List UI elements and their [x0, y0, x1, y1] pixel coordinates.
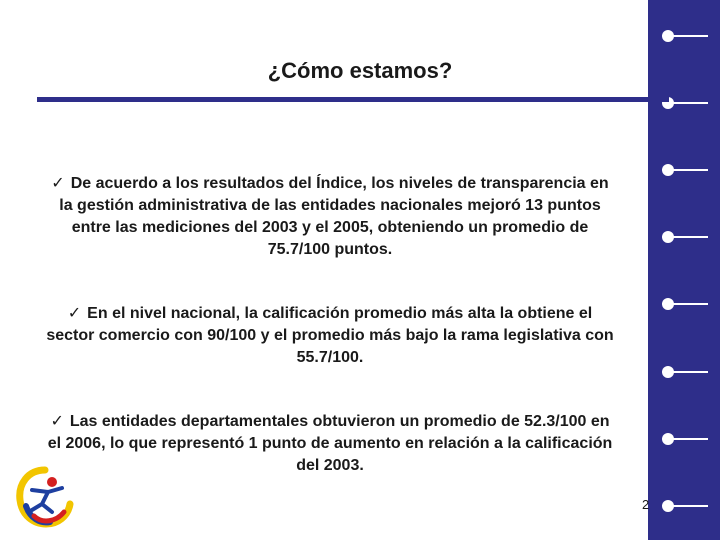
colombia-figure-logo	[12, 466, 78, 528]
bullet-text: En el nivel nacional, la calificación promedio más alta la obtiene el sector comercio con 90/100 y el promedio más bajo la rama legislativa con 55.7/100.	[46, 305, 614, 366]
check-icon: ✓	[50, 413, 64, 430]
binder-ring-icon	[662, 500, 708, 512]
check-icon: ✓	[67, 305, 82, 322]
bullet-text: De acuerdo a los resultados del Índice, los niveles de transparencia en la gestión administrativa de las entidades nacionales mejoró 13 puntos entre las mediciones del 2003 y el 2005, obteniendo un promedio de 75.7/100 puntos.	[59, 175, 609, 258]
title-divider	[37, 97, 669, 102]
slide-title: ¿Cómo estamos?	[267, 58, 453, 83]
binder-ring-icon	[662, 164, 708, 176]
page-number: 2	[642, 497, 650, 512]
check-icon: ✓	[51, 175, 65, 192]
bullet-item	[44, 173, 616, 261]
bullet-text: Las entidades departamentales obtuvieron un promedio de 52.3/100 en el 2006, lo que representó 1 punto de aumento en relación a la calificación del 2003.	[47, 413, 613, 474]
binder-ring-icon	[662, 30, 708, 42]
binder-ring-icon	[662, 298, 708, 310]
bullet-item	[44, 303, 616, 369]
binder-ring-icon	[662, 433, 708, 445]
bullet-item	[44, 411, 616, 477]
binder-ring-icon	[662, 366, 708, 378]
binder-ring-icon	[662, 231, 708, 243]
